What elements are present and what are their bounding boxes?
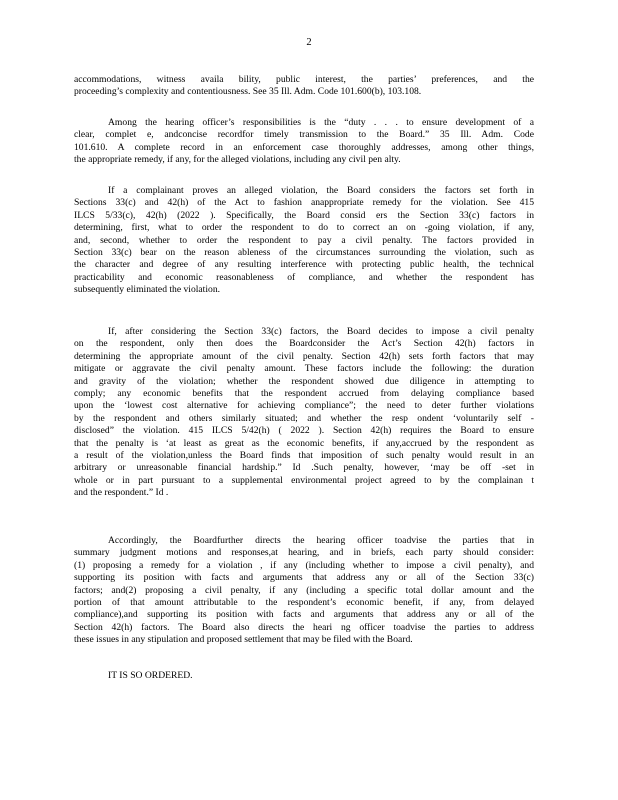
paragraph-line: subsequently eliminated the violation. [74,284,221,296]
paragraph-section-42h-factors [74,326,534,500]
paragraph-line: clear, complet e, andconcise recordfor timely transmission to the Board.” 35 Ill. Adm. Code [74,129,534,141]
paragraph-line: and the respondent.” Id . [74,487,169,499]
paragraph-line: compliance),and supporting its position with facts and arguments that address any or all of the [74,609,534,621]
paragraph-line: whole or in part pursuant to a supplemental environmental project agreed to by the complainan t [74,474,534,486]
paragraph-line: accommodations, witness availa bility, public interest, the parties’ preferences, and the [74,74,534,85]
paragraph-line: proceeding’s complexity and contentiousness. See 35 Ill. Adm. Code 101.600(b), 103.108. [74,86,422,98]
paragraph-line: supporting its position with facts and arguments that address any or all of the Section 33(c) [74,572,534,584]
paragraph-line: Among the hearing officer’s responsibilities is the “duty . . . to ensure development of a [108,117,534,128]
paragraph-line: that the penalty is ‘at least as great as the economic benefits, if any,accrued by the respondent as [74,437,534,449]
closing-order: IT IS SO ORDERED. [108,670,193,681]
paragraph-line: the character and degree of any resulting interference with protecting public health, the technical [74,259,534,271]
paragraph-line: and, second, whether to order the respondent to pay a civil penalty. The factors provided in [74,234,534,246]
paragraph-line: Section 42(h) factors. The Board also directs the heari ng officer toadvise the parties to address [74,621,534,633]
paragraph-line: disclosed” the violation. 415 ILCS 5/42(h) ( 2022 ). Section 42(h) requires the Board to ensure [74,425,534,437]
paragraph-scheduling-factors [74,74,534,99]
paragraph-line: a result of the violation,unless the Board finds that imposition of such penalty would result in an [74,450,534,462]
paragraph-line: the appropriate remedy, if any, for the alleged violations, including any civil pen alty. [74,154,401,166]
page-number: 2 [306,37,312,48]
paragraph-line: If a complainant proves an alleged violation, the Board considers the factors set forth in [108,185,534,196]
paragraph-line: Sections 33(c) and 42(h) of the Act to fashion anappropriate remedy for the violation. See 415 [74,197,534,209]
paragraph-line: (1) proposing a remedy for a violation , if any (including whether to impose a civil penalty), and [74,559,534,571]
paragraph-line: portion of that amount attributable to the respondent’s economic benefit, if any, from delayed [74,597,534,609]
paragraph-line: mitigate or aggravate the civil penalty amount. These factors include the following: the duration [74,363,534,375]
paragraph-hearing-officer-duties [74,117,534,167]
paragraph-line: upon the ‘lowest cost alternative for achieving compliance”; the need to deter further violations [74,400,534,412]
paragraph-line: on the respondent, only then does the Boardconsider the Act’s Section 42(h) factors in [74,338,534,350]
paragraph-line: comply; any economic benefits that the respondent accrued from delaying compliance based [74,388,534,400]
paragraph-line: by the respondent and others similarly situated; and whether the resp ondent ‘voluntarily self - [74,412,534,424]
paragraph-line: Section 33(c) bear on the reason ableness of the circumstances surrounding the violation, such as [74,247,534,259]
paragraph-line: determining the appropriate amount of the civil penalty. Section 42(h) sets forth factors that may [74,350,534,362]
paragraph-line: factors; and(2) proposing a civil penalty, if any (including a specific total dollar amount and the [74,584,534,596]
paragraph-line: Accordingly, the Boardfurther directs the hearing officer toadvise the parties that in [108,535,534,546]
paragraph-line: 101.610. A complete record in an enforcement case thoroughly addresses, among other things, [74,141,534,153]
paragraph-hearing-officer-directive [74,535,534,647]
paragraph-line: If, after considering the Section 33(c) factors, the Board decides to impose a civil penalty [108,326,534,337]
paragraph-line: and gravity of the violation; whether the respondent showed due diligence in attempting to [74,375,534,387]
paragraph-line: practicability and economic reasonableness of compliance, and whether the respondent has [74,271,534,283]
paragraph-line: summary judgment motions and responses,at hearing, and in briefs, each party should consider: [74,547,534,559]
paragraph-line: determining, first, what to order the respondent to do to correct an on -going violation, if any, [74,222,534,234]
paragraph-line: ILCS 5/33(c), 42(h) (2022 ). Specifically, the Board consid ers the Section 33(c) factors in [74,209,534,221]
paragraph-section-33c-factors [74,185,534,297]
paragraph-line: arbitrary or unreasonable financial hardship.” Id .Such penalty, however, ‘may be off -set in [74,462,534,474]
paragraph-line: these issues in any stipulation and proposed settlement that may be filed with the Board. [74,634,413,646]
